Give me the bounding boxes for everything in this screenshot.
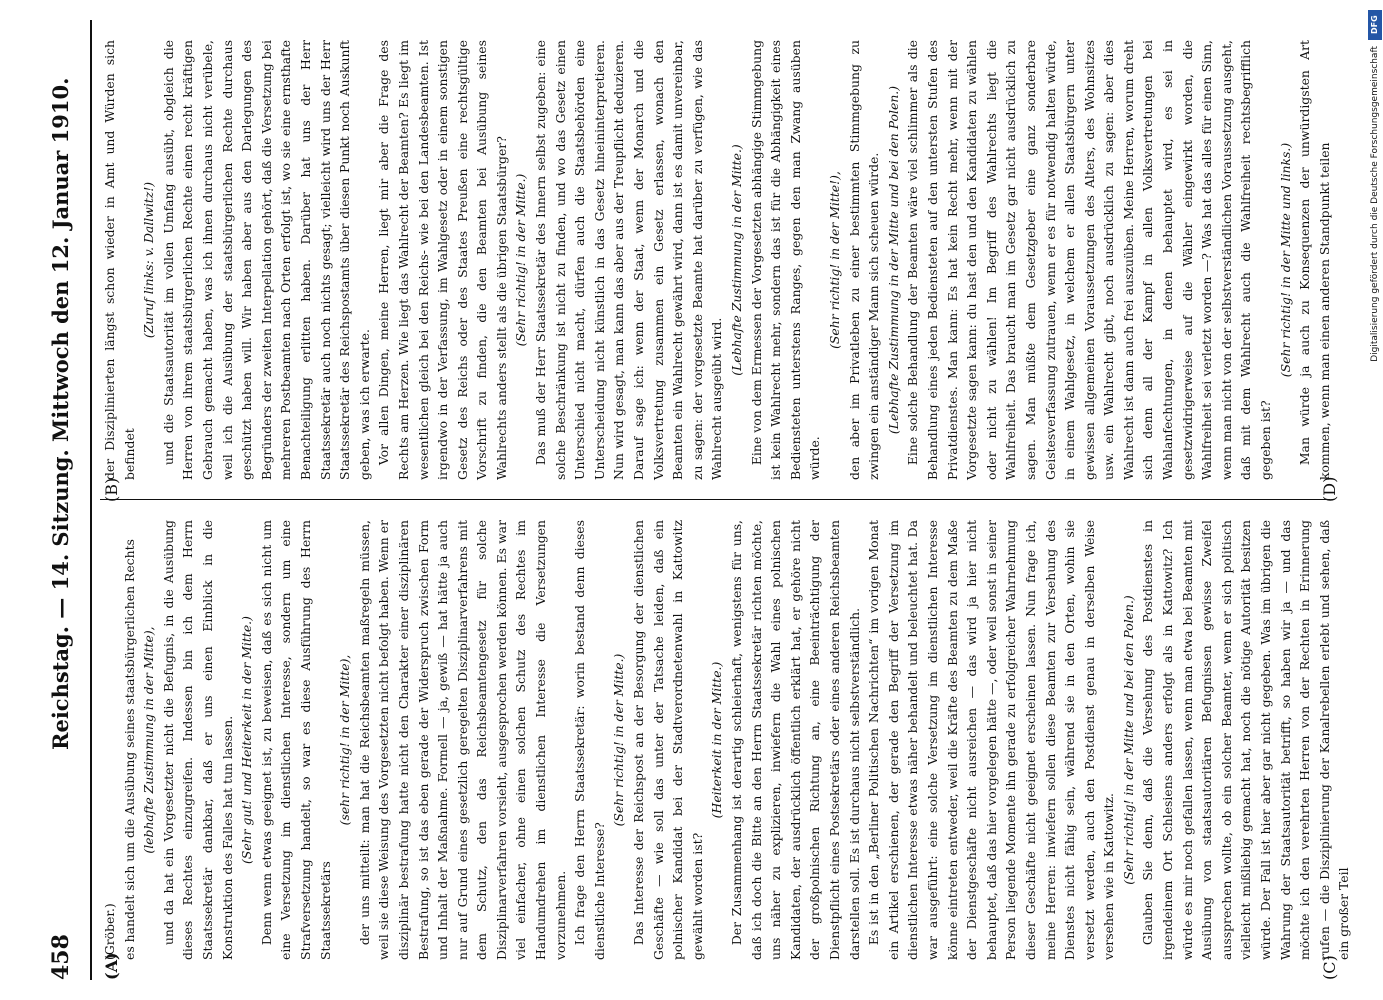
interjection: (Sehr gut! und Heiterkeit in der Mitte.) (239, 616, 255, 864)
paragraph: Es ist in den „Berliner Politischen Nachrichten“ im vorigen Monat ein Artikel erschienen, der gerade den Begriff der Versetzung im dienstlichen Interesse etwas näher behandelt und beleuchtet hat. Da war ausgeführt: eine solche Versetzung im dienstlichen Interesse könne eintreten entweder, weil die Kräfte des Beamten zu dem Maße der Dienstgeschäfte nicht ausreichen — das wird ja hier nicht behauptet, daß das hier vorgelegen hätte —, oder weil sonst in seiner Person liegende Momente ihn gerade zu erfolgreicher Wahrnehmung dieser Geschäfte nicht geeignet erscheinen lassen. Nun frage ich, meine Herren: inwiefern sollen diese Beamten zur Versehung des Dienstes nicht fähig sein, während sie in den Orten, wohin sie versetzt werden, auch den Postdienst genau in derselben Weise versehen wie in Kattowitz. (866, 520, 1117, 960)
running-title: Reichstag. — 14. Sitzung. Mittwoch den 12. Januar 1910. (48, 77, 73, 750)
interjection: (Sehr richtig! in der Mitte und links.) (1277, 142, 1293, 378)
paragraph: Das muß der Herr Staatssekretär des Innern selbst zugeben: eine solche Beschränkung ist nicht zu finden, und wo das Gesetz einen Unterschied nicht macht, dürfen auch die Staatsbehörden eine Unterscheidung nicht künstlich in das Gesetz hineininterpretieren. Nun wird gesagt, man kann das aber aus der Treupflicht deduzieren. Darauf sage ich: wenn der Staat, wenn der Monarch und die Volksvertretung zusammen ein Gesetz erlassen, wonach den Beamten ein Wahlrecht gewährt wird, dann ist es damit unvereinbar, zu sagen: der vorgesetzte Beamte hat darüber zu verfügen, wie das Wahlrecht ausgeübt wird. (533, 40, 725, 480)
digitization-note: Digitalisierung gefördert durch die Deutsche Forschungsgemeinschaft (1370, 46, 1380, 362)
interjection: (Sehr richtig! in der Mitte.) (611, 653, 627, 827)
margin-mark-b: (B) (102, 477, 121, 502)
paragraph: (Gröber.) (102, 903, 117, 960)
paragraph: der uns mitteilt: man hat die Reichsbeamten maßregeln müssen, weil sie diese Weisung des Vorgesetzten nicht befolgt haben. Wenn er disziplinär bestrafung hatte nicht den Charakter einer disziplinären Bestrafung, so ist das eben gerade der Widerspruch zwischen Form und Inhalt der Maßnahme. Formell — ja, gewiß — hat hätte ja auch nur auf Grund eines gesetzlich geregelten Disziplinarverfahrens mit dem Schutz, den das Reichsbeamtengesetz für solche Disziplinarverfahren vorsieht, ausgesprochen werden können. Es war viel einfacher, ohne einen solchen Schutz des Rechtes im Handumdrehen im dienstlichen Interesse die Versetzungen vorzunehmen. (356, 520, 568, 960)
margin-mark-c: (C) (1320, 955, 1339, 980)
interjection: (sehr richtig! in der Mitte), (337, 654, 353, 826)
interjection: (Sehr richtig! in der Mitte.) (513, 173, 529, 347)
left-text-column (100, 520, 1352, 960)
paragraph: Vor allen Dingen, meine Herren, liegt mir aber die Frage des Rechts am Herzen. Wie liegt das Wahlrecht der Beamten? Es liegt im wesentlichen gleich bei den Reichs- wie bei den Landesbeamten. Ist irgendwo in der Verfassung, im Wahlgesetz oder in einem sonstigen Gesetz des Reichs oder des Staates Preußen eine rechtsgültige Vorschrift zu finden, die den Beamten bei Ausübung seines Wahlrechts anders stellt als die übrigen Staatsbürger? (376, 40, 509, 480)
paragraph: es handelt sich um die Ausübung seines staatsbürgerlichen Rechts (121, 539, 137, 960)
interjection: (Lebhafte Zustimmung in der Mitte und bei den Polen.) (885, 85, 901, 435)
paragraph: Glauben Sie denn, daß die Versehung des Postdienstes in irgendeinem Ort Schlesiens anders erfolgt als in Kattowitz? Ich würde es mir noch gefallen lassen, wenn man etwa bei Beamten mit Ausübung von staatsautoritären Befugnissen gewisse Zweifel aussprechen wollte, ob ein solcher Beamter, wenn er sich politisch vielleicht mißliebig gemacht hat, noch die nötige Autorität besitzen würde. Der Fall ist hier aber gar nicht gegeben. Was im übrigen die Wahrung der Staatsautorität betrifft, so haben wir ja — und das möchte ich den verehrten Herren von der Rechten in Erinnerung rufen — die Disziplinierung der Kanalrebellen erlebt und sehen, daß ein großer Teil (1140, 520, 1352, 960)
rotated-document-page (20, 20, 1360, 980)
digitization-sidebar (1368, 10, 1382, 990)
interjection: (Sehr richtig! in der Mitte!), (826, 171, 842, 349)
paragraph: und da hat ein Vorgesetzter nicht die Befugnis, in die Ausübung dieses Rechtes einzugreifen. Indessen bin ich dem Herrn Staatssekretär dankbar, daß er uns einen Einblick in die Konstruktion des Falles hat tun lassen. (160, 520, 235, 960)
interjection: (lebhafte Zustimmung in der Mitte), (141, 626, 157, 854)
paragraph: Ich frage den Herrn Staatssekretär: worin bestand denn dieses dienstliche Interesse? (572, 520, 607, 960)
page-number: 458 (48, 934, 74, 980)
paragraph: Eine solche Behandlung der Beamten wäre viel schlimmer als die Behandlung eines jeden Bediensteten auf den untersten Stufen des Privatdienstes. Man kann: Es hat kein Recht mehr, wenn mit der Vorgesetzte sagen kann: du hast den und den Kandidaten zu wählen oder nicht zu wählen! Im Begriff des Wahlrechts liegt die Wahlfreiheit. Das braucht man im Gesetz gar nicht ausdrücklich zu sagen. Man müßte dem Gesetzgeber eine ganz sonderbare Geistesverfassung zutrauen, wenn er es für notwendig halten würde, in einem Wahlgesetz, in welchem er allen Staatsbürgern unter gewissen allgemeinen Voraussetzungen des Alters, des Wohnsitzes usw. ein Wahlrecht gibt, noch ausdrücklich zu sagen: aber dies Wahlrecht ist dann auch frei auszuüben. Meine Herren, worum dreht sich denn all der Kampf in allen Volksvertretungen bei Wahlanfechtungen, in denen behauptet wird, es sei in gesetzwidrigerweise auf die Wähler eingewirkt worden, die Wahlfreiheit sei verletzt worden —? Was hat das alles für einen Sinn, wenn man nicht von der selbstverständlichen Voraussetzung ausgeht, daß mit dem Wahlrecht auch die Wahlfreiheit rechtsbegrifflich gegeben ist? (905, 40, 1274, 480)
paragraph: Denn wenn etwas geeignet ist, zu beweisen, daß es sich nicht um eine Versetzung im dienstlichen Interesse, sondern um eine Strafversetzung handelt, so war es diese Ausführung des Herrn Staatssekretärs (258, 520, 333, 960)
paragraph: Eine von dem Ermessen der Vorgesetzten abhängige Stimmgebung ist kein Wahlrecht mehr, sondern das ist für die Abhängigkeit eines Bediensteten unterstens Ranges, gegen den man Zwang ausüben würde. (748, 40, 823, 480)
paragraph: und die Staatsautorität im vollen Umfang ausübt, obgleich die Herren von ihrem staatsbürgerlichen Rechte einen recht kräftigen Gebrauch gemacht haben, was ich ihnen durchaus nicht verübele, weil ich die Ausübung der staatsbürgerlichen Rechte durchaus geschützt haben will. Wir haben aber aus den Darlegungen des Begründers der zweiten Interpellation gehört, daß die Versetzung bei mehreren Postbeamten nach Orten erfolgt ist, wo sie eine ernsthafte Benachteiligung erlitten haben. Darüber hat uns der Herr Staatssekretär auch noch nichts gesagt; vielleicht wird uns der Herr Staatssekretär des Reichspostamts über diesen Punkt noch Auskunft geben, was ich erwarte. (160, 40, 372, 480)
interjection: (Heiterkeit in der Mitte.) (709, 661, 725, 819)
paragraph: der Disziplinierten längst schon wieder in Amt und Würden sich befindet (102, 40, 137, 480)
right-text-column (100, 40, 1330, 480)
paragraph: Man würde ja auch zu Konsequenzen der unwürdigsten Art kommen, wenn man einen anderen Standpunkt teilen (1297, 40, 1332, 480)
interjection: (Lebhafte Zustimmung in der Mitte.) (729, 144, 744, 376)
page-header (48, 20, 82, 980)
paragraph: Das Interesse der Reichspost an der Besorgung der dienstlichen Geschäfte — wie soll das unter der Tatsache leiden, daß ein polnischer Kandidat bei der Stadtverordnetenwahl in Kattowitz gewählt worden ist? (631, 520, 705, 960)
dfg-logo: DFG (1368, 10, 1382, 40)
column-divider (100, 499, 1330, 500)
margin-mark-a: (A) (102, 952, 121, 980)
header-rule (90, 20, 92, 980)
interjection: (Zuruf links: v. Dallwitz!) (141, 181, 157, 339)
paragraph: Der Zusammenhang ist derartig schleierhaft, wenigstens für uns, daß ich doch die Bitte an den Herrn Staatssekretär richten möchte, uns näher zu explizieren, inwiefern die Wahl eines polnischen Kandidaten, der ausdrücklich öffentlich erklärt hat, er gehöre nicht der großpolnischen Richtung an, eine Beeinträchtigung der Dienstpflicht eines Postsekretärs oder eines anderen Reichsbeamten darstellen soll. Es ist durchaus nicht selbstverständlich. (729, 520, 862, 960)
interjection: (Sehr richtig! in der Mitte und bei den Polen.) (1120, 595, 1136, 885)
paragraph: den aber im Privatleben zu einer bestimmten Stimmgebung zu zwingen ein anständiger Mann sich scheuen würde. (846, 40, 882, 480)
margin-mark-d: (D) (1320, 476, 1339, 502)
